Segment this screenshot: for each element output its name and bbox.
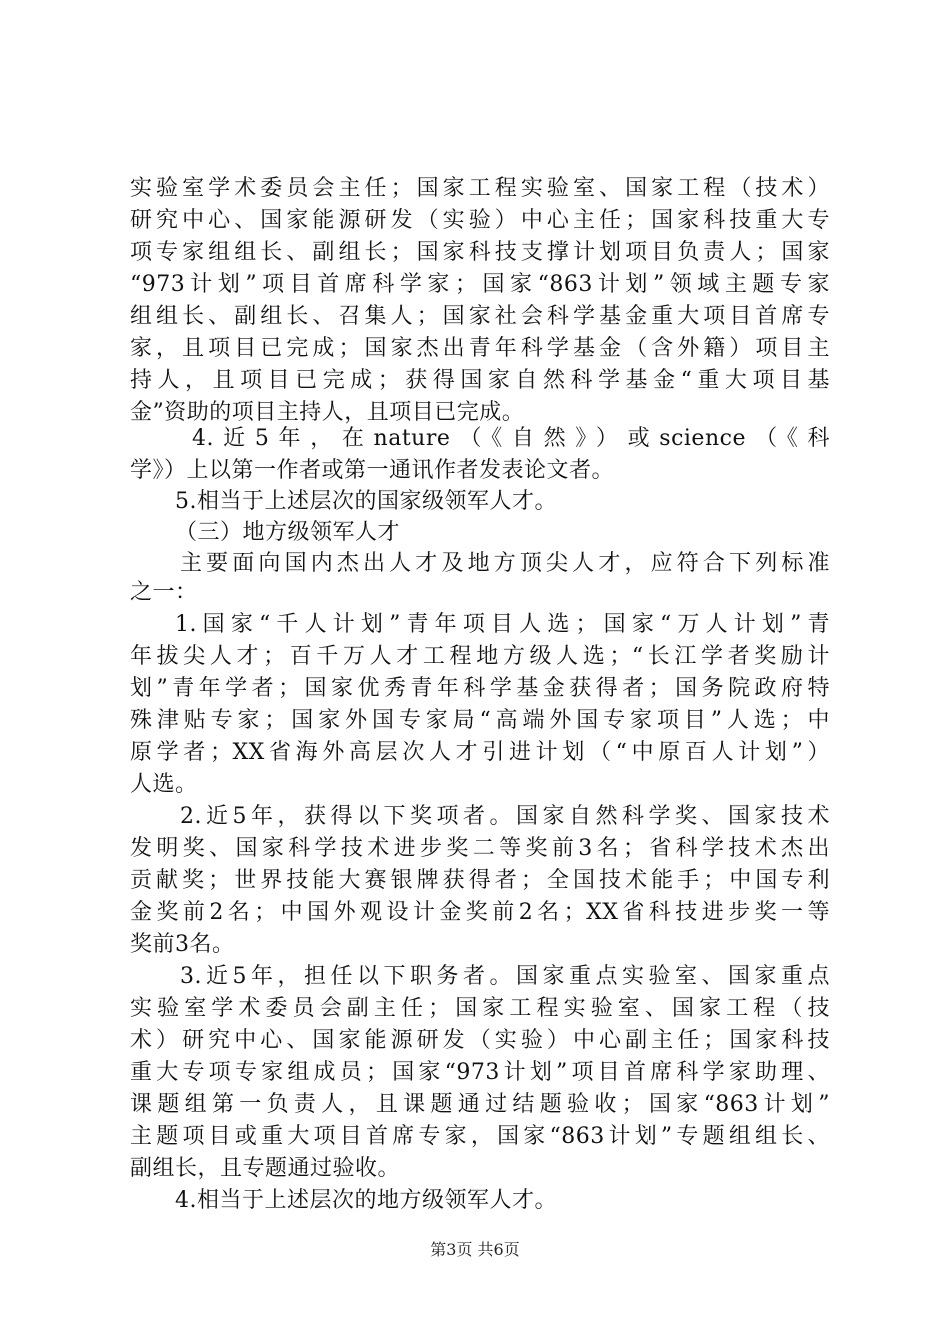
paragraph-line: 研究中心、国家能源研发（实验）中心主任；国家科技重大专 <box>130 208 830 233</box>
paragraph-line: 重大专项专家组成员；国家“973计划”项目首席科学家助理、 <box>130 1060 830 1085</box>
paragraph-line: 实验室学术委员会主任；国家工程实验室、国家工程（技术） <box>130 176 830 201</box>
paragraph-line: 1.国家“千人计划”青年项目人选；国家“万人计划”青 <box>175 612 830 637</box>
paragraph-line: 发明奖、国家科学技术进步奖二等奖前3名；省科学技术杰出 <box>130 836 830 861</box>
paragraph-line: 术）研究中心、国家能源研发（实验）中心副主任；国家科技 <box>130 1028 830 1053</box>
paragraph-line: 金奖前2名；中国外观设计金奖前2名；XX省科技进步奖一等 <box>130 900 830 925</box>
paragraph-line: 人选。 <box>130 772 198 797</box>
paragraph-line: 3.近5年，担任以下职务者。国家重点实验室、国家重点 <box>180 964 830 989</box>
paragraph-line: 主要面向国内杰出人才及地方顶尖人才，应符合下列标准 <box>180 551 830 576</box>
paragraph-line: 奖前3名。 <box>130 932 235 957</box>
paragraph-line: 副组长，且专题通过验收。 <box>130 1156 401 1181</box>
paragraph-line: 主题项目或重大项目首席专家，国家“863计划”专题组组长、 <box>130 1124 830 1149</box>
paragraph-line: 贡献奖；世界技能大赛银牌获得者；全国技术能手；中国专利 <box>130 868 830 893</box>
paragraph-line: 2.近5年，获得以下奖项者。国家自然科学奖、国家技术 <box>180 804 830 829</box>
paragraph-line: 持人，且项目已完成；获得国家自然科学基金“重大项目基 <box>130 368 830 393</box>
paragraph-line: 殊津贴专家；国家外国专家局“高端外国专家项目”人选；中 <box>130 708 830 733</box>
paragraph-line: 4.相当于上述层次的地方级领军人才。 <box>175 1188 557 1213</box>
paragraph-line: 项专家组组长、副组长；国家科技支撑计划项目负责人；国家 <box>130 240 830 265</box>
paragraph-line: 学》）上以第一作者或第一通讯作者发表论文者。 <box>130 458 615 483</box>
paragraph-line: 之一： <box>130 580 198 605</box>
paragraph-line: 5.相当于上述层次的国家级领军人才。 <box>175 489 557 514</box>
paragraph-line: 划”青年学者；国家优秀青年科学基金获得者；国务院政府特 <box>130 676 830 701</box>
paragraph-line: 课题组第一负责人，且课题通过结题验收；国家“863计划” <box>130 1092 830 1117</box>
paragraph-line: 组组长、副组长、召集人；国家社会科学基金重大项目首席专 <box>130 304 830 329</box>
paragraph-line: 家，且项目已完成；国家杰出青年科学基金（含外籍）项目主 <box>130 336 830 361</box>
paragraph-line: “973计划”项目首席科学家；国家“863计划”领域主题专家 <box>130 272 830 297</box>
page-number-footer: 第3页 共6页 <box>430 1240 520 1259</box>
paragraph-line: 原学者；XX省海外高层次人才引进计划（“中原百人计划”） <box>130 740 830 765</box>
paragraph-line: 实验室学术委员会副主任；国家工程实验室、国家工程（技 <box>130 996 830 1021</box>
section-heading: （三）地方级领军人才 <box>175 520 401 545</box>
paragraph-line: 年拔尖人才；百千万人才工程地方级人选；“长江学者奖励计 <box>130 644 830 669</box>
paragraph-line: 金”资助的项目主持人，且项目已完成。 <box>130 400 525 425</box>
paragraph-line: 4.近5年，在nature（《自然》）或science（《科 <box>192 426 830 451</box>
